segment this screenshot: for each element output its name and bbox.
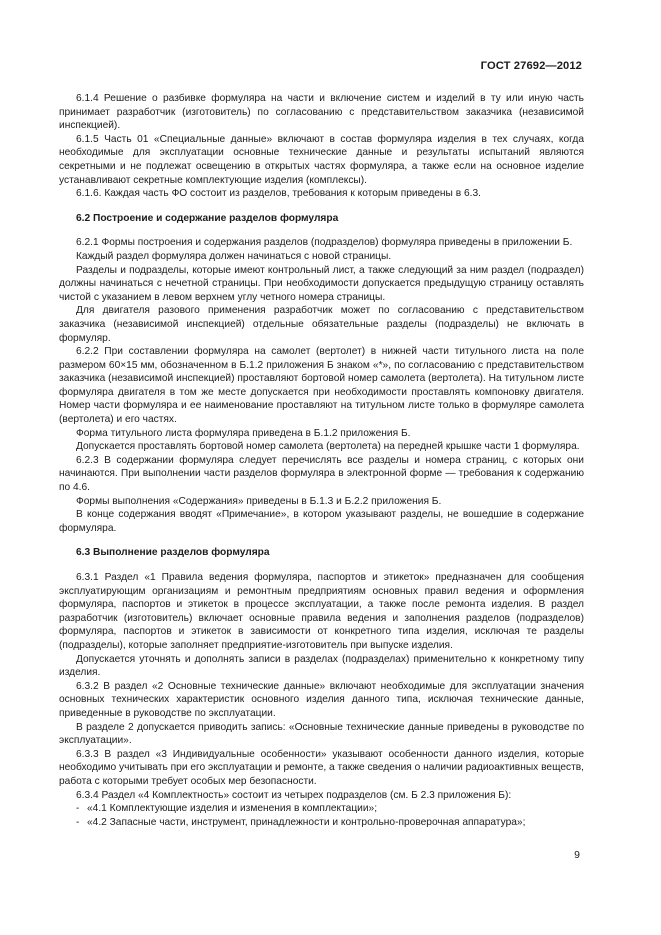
- page-body: [59, 92, 584, 829]
- paragraph: Каждый раздел формуляра должен начинаться с новой страницы.: [76, 250, 392, 262]
- paragraph-6-2-3: 6.2.3 В содержании формуляра следует перечислять все разделы и номера страниц, с которых они начинаются. При выполнении части разделов формуляра в электронной форме — требования к содержанию по 4.6.: [59, 454, 584, 494]
- paragraph: Допускается проставлять бортовой номер самолета (вертолета) на передней крышке части 1 формуляра.: [76, 441, 580, 453]
- paragraph-6-3-4: 6.3.4 Раздел «4 Комплектность» состоит из четырех подразделов (см. Б 2.3 приложения Б):: [76, 789, 512, 801]
- paragraph: Для двигателя разового применения разработчик может по согласованию с представительством заказчика (независимой инспекцией) отдельные обязательные разделы (подразделы) не включать в формуляр.: [59, 305, 584, 344]
- paragraph-6-2-2: 6.2.2 При составлении формуляра на самолет (вертолет) в нижней части титульного листа на поле размером 60×15 мм, обозначенном в Б.1.2 приложения Б знаком «*», по согласованию с представительством заказчика (независимой инспекцией) проставляют бортовой номер самолета (вертолета). На титульном листе формуляра двигателя в том же месте допускается при необходимости проставлять компоновку двигателя. Номер части формуляра и ее наименование проставляют на титульном листе только в формуляре самолета (вертолета) и его частях.: [59, 346, 584, 426]
- list-item-text: «4.1 Комплектующие изделия и изменения в комплектации»;: [87, 803, 378, 815]
- list-dash: -: [76, 816, 80, 828]
- paragraph-6-1-6: 6.1.6. Каждая часть ФО состоит из разделов, требования к которым приведены в 6.3.: [76, 188, 481, 200]
- paragraph-6-2-1: 6.2.1 Формы построения и содержания разделов (подразделов) формуляра приведены в приложении Б.: [76, 237, 573, 249]
- paragraph-6-3-3: 6.3.3 В раздел «3 Индивидуальные особенности» указывают особенности данного изделия, которые необходимо учитывать при его эксплуатации и ремонте, а также сведения о наличии радиоактивных веществ, работа с которыми требует особых мер безопасности.: [59, 748, 584, 787]
- paragraph-6-3-2: 6.3.2 В раздел «2 Основные технические данные» включают необходимые для эксплуатации значения основных технических характеристик основного изделия данного типа, исключая технические данные, приведенные в руководстве по эксплуатации.: [59, 680, 584, 719]
- paragraph-6-1-5: 6.1.5 Часть 01 «Специальные данные» включают в состав формуляра изделия в тех случаях, когда необходимые для эксплуатации основные технические данные и результаты испытаний являются секретными и не подлежат освещению в открытых частях формуляра, а также если на основное изделие устанавливают секретные комплектующие изделия (комплексы).: [59, 133, 584, 186]
- paragraph: Формы выполнения «Содержания» приведены в Б.1.3 и Б.2.2 приложения Б.: [76, 495, 442, 507]
- paragraph: В конце содержания вводят «Примечание», в котором указывают разделы, не вошедшие в содержание формуляра.: [59, 509, 584, 534]
- paragraph: Допускается уточнять и дополнять записи в разделах (подразделах) применительно к конкретному типу изделия.: [59, 653, 584, 679]
- document-header: ГОСТ 27692—2012: [480, 60, 582, 72]
- subsection-list: [59, 802, 584, 829]
- list-item-text: «4.2 Запасные части, инструмент, принадлежности и контрольно-проверочная аппаратура»;: [87, 816, 526, 828]
- list-item: [76, 816, 584, 830]
- paragraph-6-1-4: 6.1.4 Решение о разбивке формуляра на части и включение систем и изделий в ту или иную часть принимает разработчик (изготовитель) по согласованию с представительством заказчика (независимой инспекцией).: [59, 93, 584, 132]
- paragraph: В разделе 2 допускается приводить запись: «Основные технические данные приведены в руководстве по эксплуатации».: [59, 721, 584, 747]
- page-number: 9: [574, 849, 580, 861]
- list-dash: -: [76, 803, 80, 815]
- section-heading-6-2: 6.2 Построение и содержание разделов формуляра: [76, 212, 339, 224]
- list-item: [76, 802, 584, 816]
- paragraph-6-3-1: 6.3.1 Раздел «1 Правила ведения формуляра, паспортов и этикеток» предназначен для сообщения эксплуатирующим организациям и ремонтным предприятиям основных правил ведения и оформления формуляра, паспортов и этикеток в процессе эксплуатации, а также после ремонта изделия. В раздел разработчик (изготовитель) включает основные правила ведения и заполнения разделов (подразделов) формуляра, паспортов и этикеток в зависимости от конкретного типа изделия, исключая те разделы (подразделы), которые заполняет предприятие-изготовитель при выпуске изделия.: [59, 572, 584, 651]
- section-heading-6-3: 6.3 Выполнение разделов формуляра: [76, 547, 270, 559]
- paragraph: Разделы и подразделы, которые имеют контрольный лист, а также следующий за ним раздел (подраздел) должны начинаться с нечетной страницы. При необходимости допускается предыдущую страницу оставлять чистой с указанием в левом верхнем углу четного номера страницы.: [59, 264, 584, 303]
- paragraph: Форма титульного листа формуляра приведена в Б.1.2 приложения Б.: [76, 427, 411, 439]
